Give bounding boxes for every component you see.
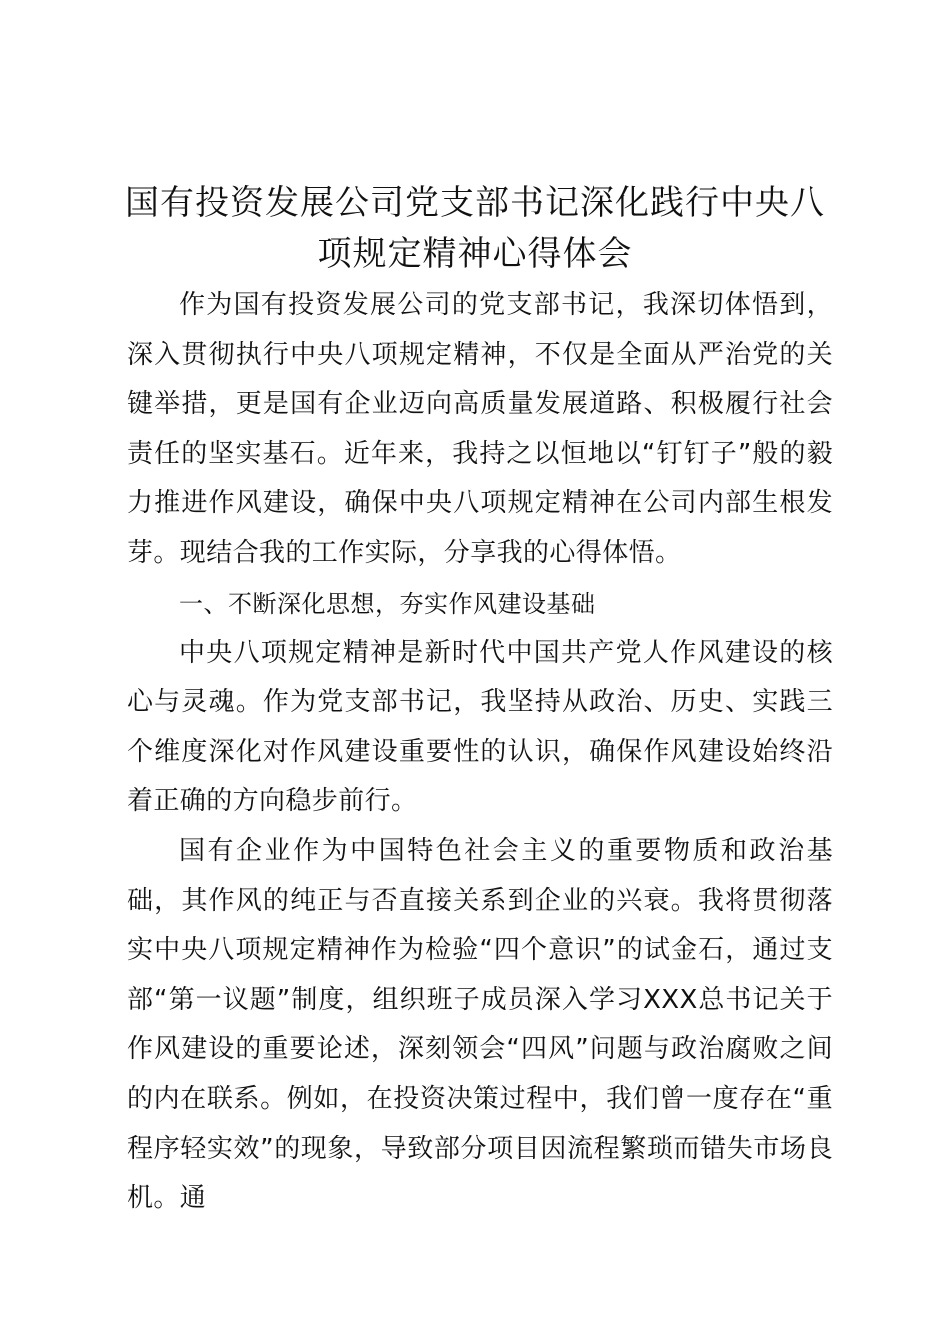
paragraph-section-1-a: 中央八项规定精神是新时代中国共产党人作风建设的核心与灵魂。作为党支部书记，我坚持从政治、历史、实践三个维度深化对作风建设重要性的认识，确保作风建设始终沿着正确的方向稳步前行。 bbox=[127, 637, 833, 817]
document-title: 国有投资发展公司党支部书记深化践行中央八项规定精神心得体会 bbox=[125, 183, 825, 274]
section-heading-1: 一、不断深化思想，夯实作风建设基础 bbox=[179, 589, 596, 618]
document-body bbox=[127, 281, 833, 1224]
paragraph-section-1-b: 国有企业作为中国特色社会主义的重要物质和政治基础，其作风的纯正与否直接关系到企业的兴衰。我将贯彻落实中央八项规定精神作为检验“四个意识”的试金石，通过支部“第一议题”制度，组织班子成员深入学习XXX总书记关于作风建设的重要论述，深刻领会“四风”问题与政治腐败之间的内在联系。例如，在投资决策过程中，我们曾一度存在“重程序轻实效”的现象，导致部分项目因流程繁琐而错失市场良机。通 bbox=[127, 835, 833, 1214]
paragraph-intro: 作为国有投资发展公司的党支部书记，我深切体悟到，深入贯彻执行中央八项规定精神，不仅是全面从严治党的关键举措，更是国有企业迈向高质量发展道路、积极履行社会责任的坚实基石。近年来，我持之以恒地以“钉钉子”般的毅力推进作风建设，确保中央八项规定精神在公司内部生根发芽。现结合我的工作实际，分享我的心得体悟。 bbox=[127, 290, 833, 568]
